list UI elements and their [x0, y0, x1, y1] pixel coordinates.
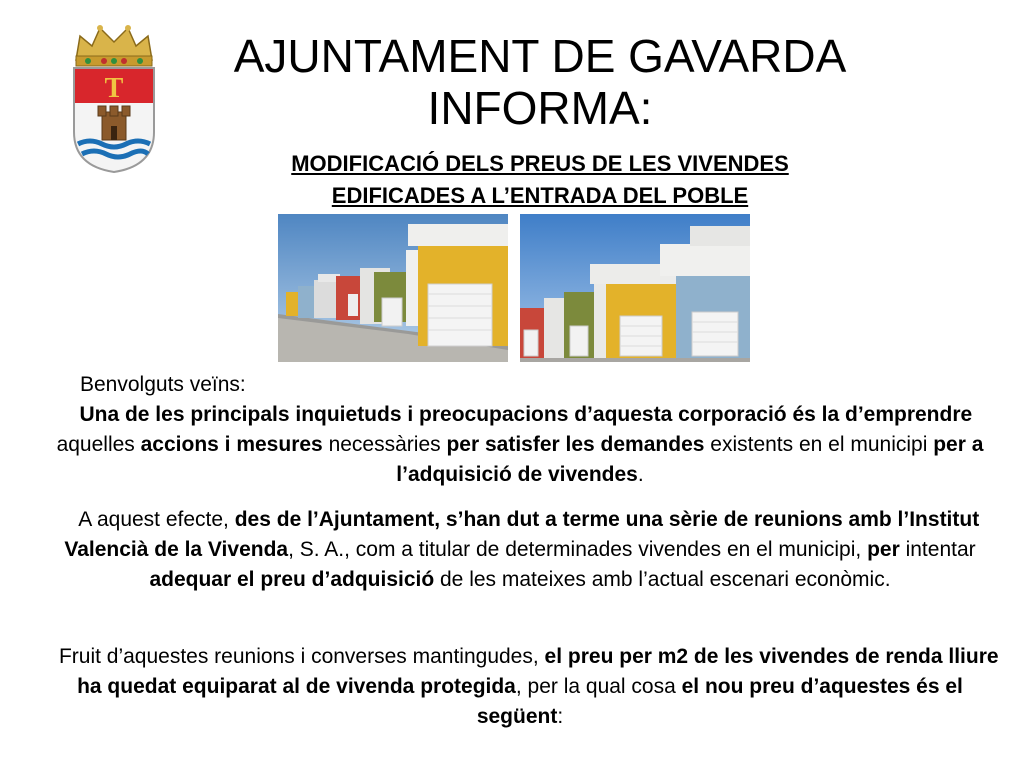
p2-bold-6: adequar el preu d’adquisició [149, 568, 435, 591]
p2-text-7: de les mateixes amb l’actual escenari econòmic. [434, 568, 891, 591]
p1-bold-5: per satisfer les demandes [446, 433, 705, 456]
houses-photo-right [520, 214, 750, 362]
p1-bold-7: per a l’adquisició de vivendes [396, 433, 984, 486]
paragraph-1 [40, 400, 1000, 490]
paragraph-2 [40, 505, 1000, 595]
houses-photo-left [278, 214, 508, 362]
crown-icon [76, 25, 152, 66]
p3-text-5: : [557, 705, 564, 728]
subtitle-line-2: EDIFICADES A L’ENTRADA DEL POBLE [331, 183, 749, 208]
p3-bold-2: el preu per m2 de les vivendes de renda lliure ha quedat equiparat al de vivenda protegida [77, 645, 999, 698]
greeting-text: Benvolguts veïns: [80, 373, 246, 396]
subtitle-line-1: MODIFICACIÓ DELS PREUS DE LES VIVENDES [291, 151, 789, 176]
p3-text-1: Fruit d’aquestes reunions i converses mantingudes, [58, 645, 545, 668]
p3-bold-4: el nou preu d’aquestes és el següent [476, 675, 963, 728]
castle-icon [98, 106, 130, 140]
coat-of-arms-logo [66, 20, 162, 176]
paragraph-3 [40, 642, 1000, 732]
page-subtitle [210, 148, 870, 212]
p2-bold-2: des de l’Ajuntament, s’han dut a terme una sèrie de reunions amb l’Institut Valencià de la Vivenda [64, 508, 980, 561]
p1-text-4: necessàries [322, 433, 447, 456]
p3-text-3: , per la qual cosa [515, 675, 682, 698]
p1-text-8: . [637, 463, 644, 486]
crest-letter: T [104, 73, 124, 104]
p2-text-3: , S. A., com a titular de determinades vivendes en el municipi, [288, 538, 868, 561]
title-line-2: INFORMA: [427, 82, 653, 134]
p1-text-2: aquelles [56, 433, 141, 456]
p1-bold-1: Una de les principals inquietuds i preocupacions d’aquesta corporació és la d’emprendre [79, 403, 973, 426]
page-title [200, 30, 880, 134]
p2-text-1: A aquest efecte, [78, 508, 235, 531]
p1-text-6: existents en el municipi [704, 433, 934, 456]
title-line-1: AJUNTAMENT DE GAVARDA [233, 30, 847, 82]
p2-text-5: intentar [899, 538, 976, 561]
p1-bold-3: accions i mesures [140, 433, 323, 456]
p2-bold-4: per [867, 538, 900, 561]
